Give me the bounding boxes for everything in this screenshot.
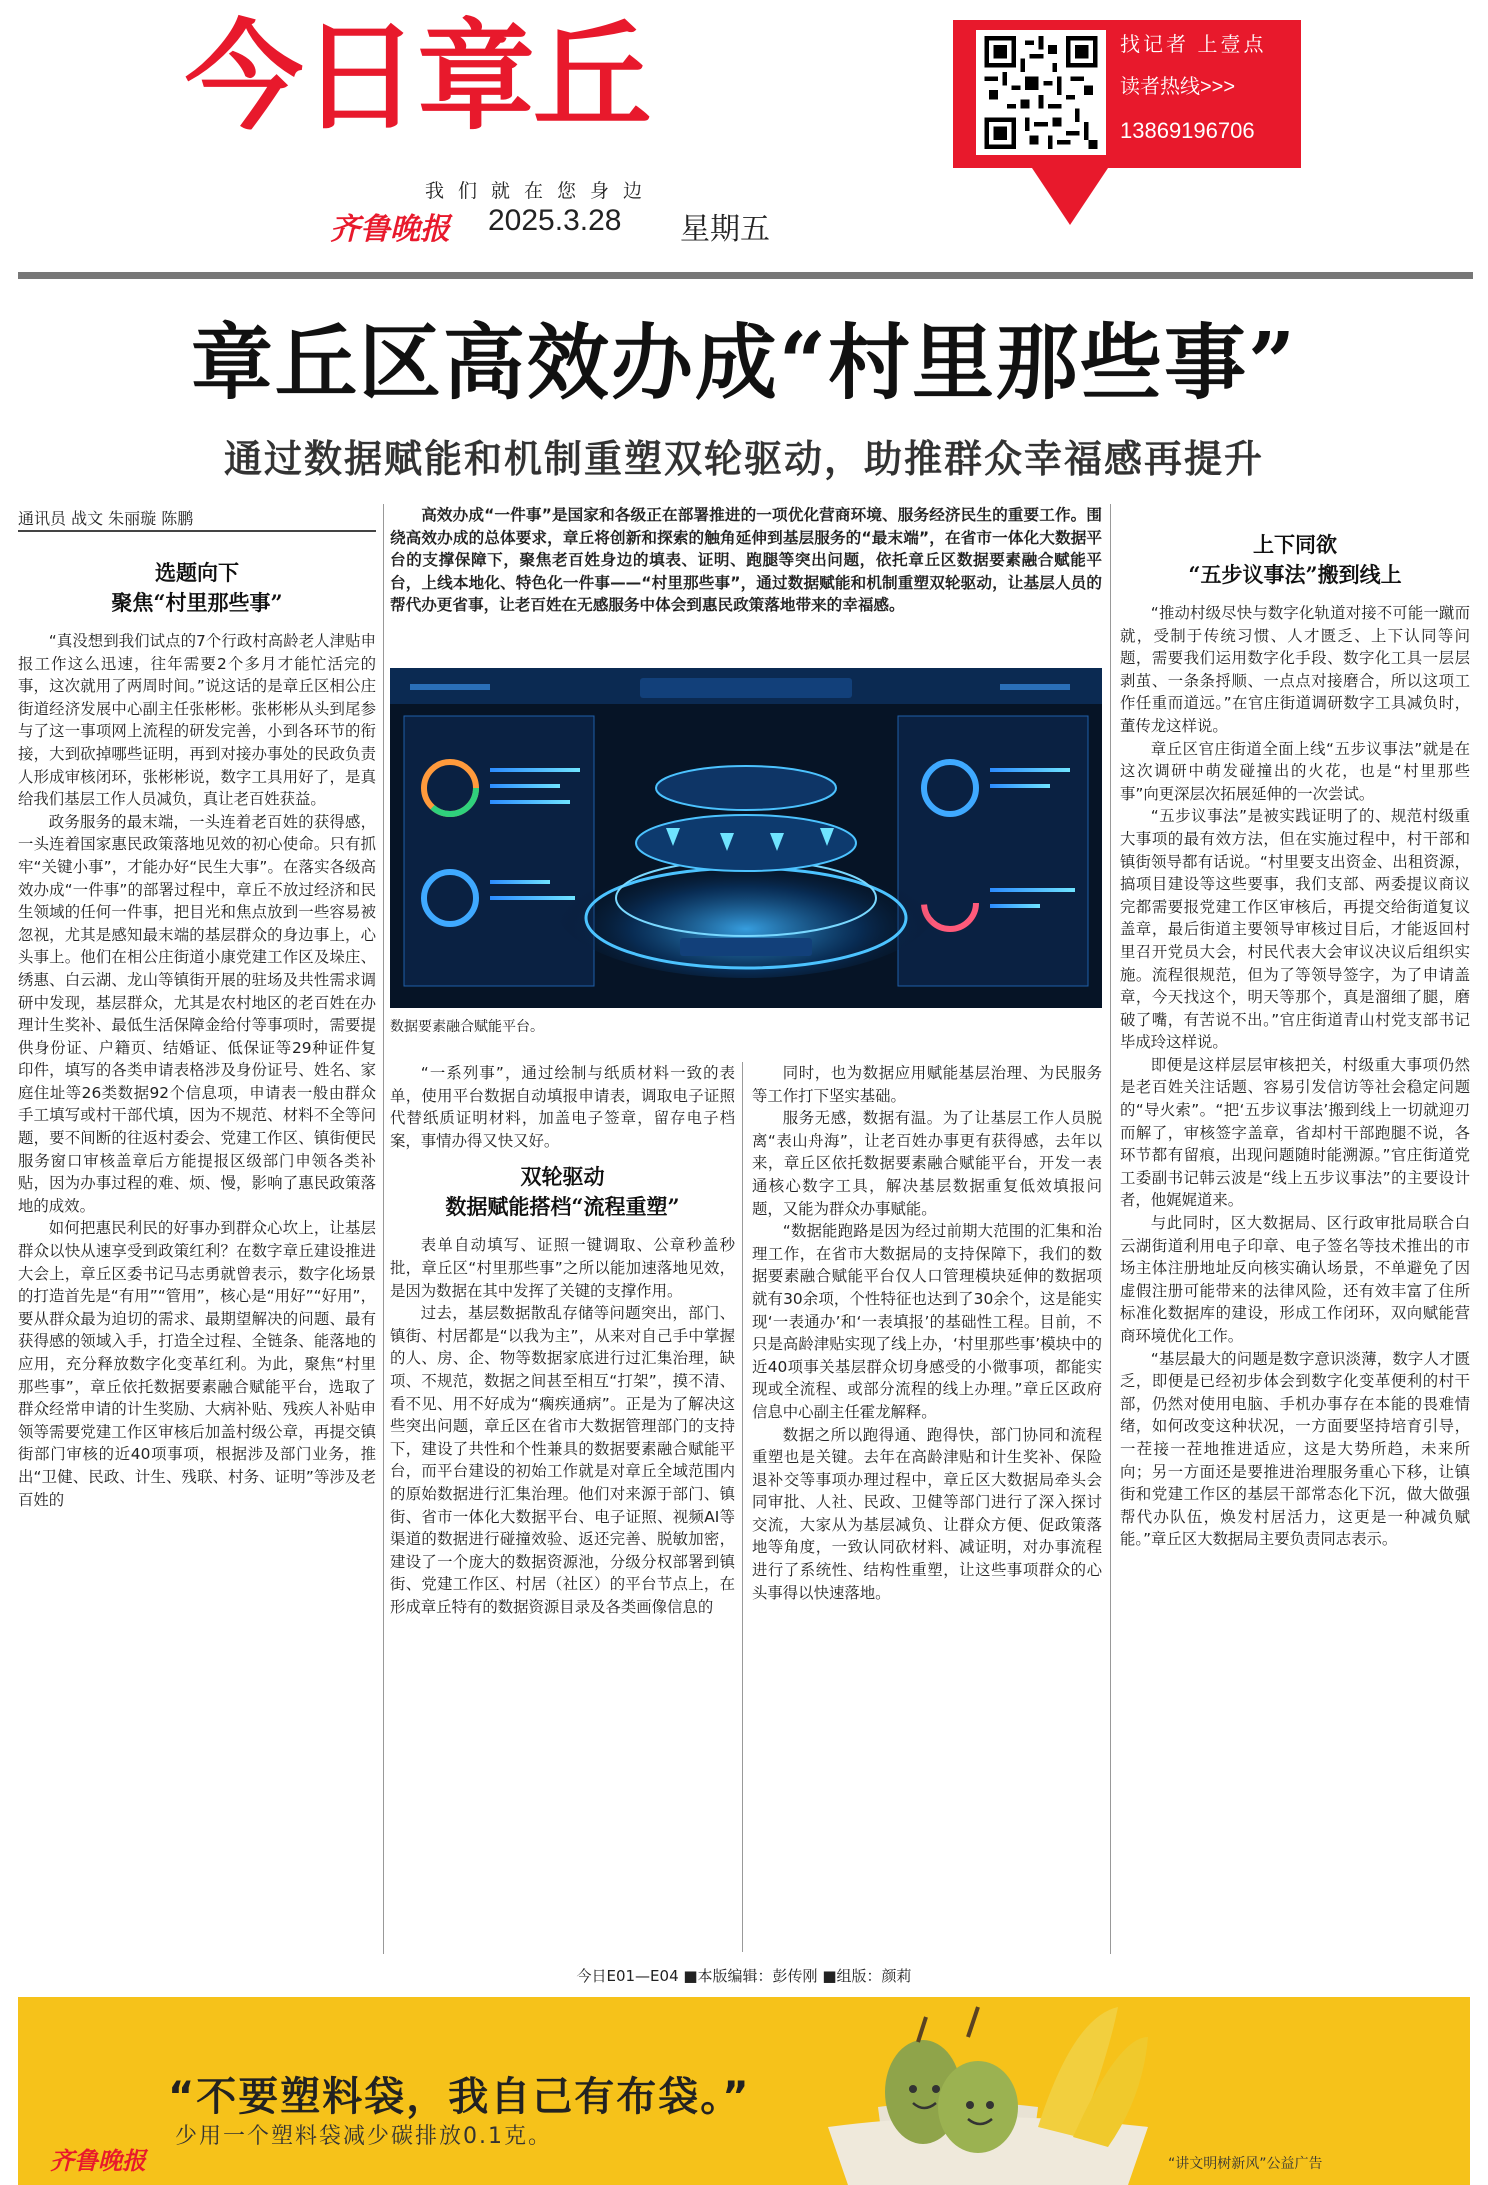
newspaper-logo: 今日章丘 xyxy=(185,8,650,146)
contact-box-tail xyxy=(1030,165,1110,225)
byline: 通讯员 战文 朱丽璇 陈鹏 xyxy=(18,509,194,528)
paragraph: “数据能跑路是因为经过前期大范围的汇集和治理工作，在省市大数据局的支持保障下，我们的数据要素融合赋能平台仅人口管理模块延伸的数据项就有30余项，个性特征也达到了30余个，这是能实现‘一表通办’和‘一表填报’的基础性工程。目前，不只是高龄津贴实现了线上办，‘村里那些事’模块中的近40项事关基层群众切身感受的小微事项，都能实现或全流程、或部分流程的线上办理。”章丘区政府信息中心副主任霍龙解释。 xyxy=(752,1222,1102,1421)
paragraph: “五步议事法”是被实践证明了的、规范村级重大事项的最有效方法，但在实施过程中，村干部和镇街领导都有话说。“村里要支出资金、出租资源，搞项目建设等这些要事，我们支部、两委提议商议完都需要报党建工作区审核后，再提交给街道复议盖章，最后街道主要领导审核过目后，才能返回村里召开党员大会，村民代表大会审议决议后组织实施。流程很规范，但为了等领导签字，为了申请盖章，今天找这个，明天等那个，真是溜细了腿，磨破了嘴，有苦说不出。”官庄街道青山村党支部书记毕成玲这样说。 xyxy=(1120,807,1470,1052)
paragraph: 过去，基层数据散乱存储等问题突出，部门、镇街、村居都是“以我为主”，从来对自己手中掌握的人、房、企、物等数据家底进行过汇集治理，缺项、不规范，数据之间甚至相互“打架”，摸不清、看不见、用不好成为“瘸疾通病”。正是为了解决这些突出问题，章丘区在省市大数据管理部门的支持下，建设了共性和个性兼具的数据要素融合赋能平台，而平台建设的初始工作就是对章丘全域范围内的原始数据进行汇集治理。他们对来源于部门、镇街、省市一体化大数据平台、电子证照、视频AI等渠道的数据进行碰撞效验、返还完善、脱敏加密，建设了一个庞大的数据资源池，分级分权部署到镇街、党建工作区、村居（社区）的平台节点上，在形成章丘特有的数据资源目录及各类画像信息的 xyxy=(390,1304,735,1616)
paragraph: 与此同时，区大数据局、区行政审批局联合白云湖街道利用电子印章、电子签名等技术推出的市场主体注册地址反向核实确认场景，不单避免了因虚假注册可能带来的法律风险，还有效丰富了住所标准化数据库的建设，形成工作闭环，双向赋能营商环境优化工作。 xyxy=(1120,1214,1470,1345)
ad-title: “不要塑料袋，我自己有布袋。” xyxy=(168,2074,751,2120)
section-title-3: 上下同欲 “五步议事法”搬到线上 xyxy=(1188,532,1402,587)
column-divider xyxy=(1110,504,1111,1954)
photo-caption: 数据要素融合赋能平台。 xyxy=(390,1019,544,1035)
publication-date: 2025.3.28 xyxy=(488,204,622,237)
ad-paper-logo: 齐鲁晚报 xyxy=(50,2146,146,2175)
ad-subtitle: 少用一个塑料袋减少碳排放0.1克。 xyxy=(175,2124,552,2149)
paragraph: 即便是这样层层审核把关，村级重大事项仍然是老百姓关注话题、容易引发信访等社会稳定问题的“导火索”。“把‘五步议事法’搬到线上一切就迎刃而解了，审核签字盖章，省却村干部跑腿不说，各环节都有留痕，出现问题随时能溯源。”官庄街道党工委副书记韩云波是“线上五步议事法”的主要设计者，他娓娓道来。 xyxy=(1120,1055,1470,1210)
paragraph: “推动村级尽快与数字化轨道对接不可能一蹴而就，受制于传统习惯、人才匮乏、上下认同等问题，需要我们运用数字化手段、数字化工具一层层剥茧、一条条捋顺、一点点对接磨合，所以这项工作任重而道远。”在官庄街道调研数字工具减负时，董传龙这样说。 xyxy=(1120,604,1470,735)
masthead-rule xyxy=(18,272,1473,279)
page-footer-info: 今日E01—E04 ■本版编辑：彭传刚 ■组版：颜莉 xyxy=(576,1967,912,1985)
paragraph: “一系列事”，通过绘制与纸质材料一致的表单，使用平台数据自动填报申请表，调取电子证照代替纸质证明材料，加盖电子签章，留存电子档案，事情办得又快又好。 xyxy=(390,1064,735,1150)
qr-code-icon[interactable] xyxy=(976,30,1106,155)
section-title-2: 双轮驱动 数据赋能搭档“流程重塑” xyxy=(445,1164,680,1220)
section-title-1: 选题向下 聚焦“村里那些事” xyxy=(111,560,283,615)
paragraph: 表单自动填写、证照一键调取、公章秒盖秒批，章丘区“村里那些事”之所以能加速落地见效，是因为数据在其中发挥了关键的支撑作用。 xyxy=(390,1236,735,1300)
article-column-2 xyxy=(390,1062,735,1952)
slogan: 我们就在您身边 xyxy=(425,181,657,202)
hotline-label: 读者热线>>> xyxy=(1120,76,1236,98)
subheadline: 通过数据赋能和机制重塑双轮驱动，助推群众幸福感再提升 xyxy=(223,437,1264,481)
paragraph: 如何把惠民利民的好事办到群众心坎上，让基层群众以快从速享受到政策红利？在数字章丘建设推进大会上，章丘区委书记马志勇就曾表示，数字化场景的打造首先是“有用”“管用”，核心是“用好”“好用”，要从群众最为迫切的需求、最期望解决的问题、最有获得感的领域入手，打造全过程、全链条、能落地的应用，充分释放数字化变革红利。为此，聚焦“村里那些事”，章丘依托数据要素融合赋能平台，选取了群众经常申请的计生奖励、大病补贴、残疾人补贴申领等需要党建工作区审核后加盖村级公章，再提交镇街部门审核的近40项事项，根据涉及部门业务，推出“卫健、民政、计生、残联、村务、证明”等涉及老百姓的 xyxy=(18,1219,376,1509)
paragraph: 服务无感，数据有温。为了让基层工作人员脱离“表山舟海”，让老百姓办事更有获得感，去年以来，章丘区依托数据要素融合赋能平台，开发一表通核心数字工具，解决基层数据重复低效填报问题，又能为群众办事赋能。 xyxy=(752,1109,1102,1218)
paragraph: 政务服务的最末端，一头连着老百姓的获得感，一头连着国家惠民政策落地见效的初心使命。只有抓牢“关键小事”，才能办好“民生大事”。在落实各级高效办成“一件事”的部署过程中，章丘不放过经济和民生领域的任何一件事，把目光和焦点放到一些容易被忽视，尤其是感知最末端的基层群众的身边事上，心头事上。他们在相公庄街道小康党建工作区及垛庄、绣惠、白云湖、龙山等镇街开展的驻场及共性需求调研中发现，基层群众，尤其是农村地区的老百姓在办理计生奖补、最低生活保障金给付等事项时，需要提供身份证、户籍页、结婚证、低保证等29种证件复印件，填写的各类申请表格涉及身份证号、姓名、家庭住址等26类数据92个信息项，申请表一般由群众手工填写或村干部代填，因为不规范、材料不全等问题，要不间断的往返村委会、党建工作区、镇街便民服务窗口审核盖章后方能提报区级部门申领各类补贴，因为办事过程的难、烦、慢，影响了惠民政策落地的成效。 xyxy=(18,812,376,1215)
public-service-ad xyxy=(18,1997,1470,2185)
column-divider xyxy=(383,504,384,1954)
column-divider xyxy=(742,1062,743,1952)
paragraph: 章丘区官庄街道全面上线“五步议事法”就是在这次调研中萌发碰撞出的火花，也是“村里那些事”向更深层次拓展延伸的一次尝试。 xyxy=(1120,739,1470,803)
lead-paragraph: 高效办成“一件事”是国家和各级正在部署推进的一项优化营商环境、服务经济民生的重要工作。围绕高效办成的总体要求，章丘将创新和探索的触角延伸到基层服务的“最末端”，在省市一体化大数据平台的支撑保障下，聚焦老百姓身边的填表、证明、跑腿等突出问题，依托章丘区数据要素融合赋能平台，上线本地化、特色化一件事——“村里那些事”，通过数据赋能和机制重塑双轮驱动，让基层人员的帮代办更省事，让老百姓在无感服务中体会到惠民政策落地带来的幸福感。 xyxy=(390,506,1102,615)
article-column-1 xyxy=(18,548,376,1953)
platform-screen-photo xyxy=(390,668,1102,1008)
headline: 章丘区高效办成“村里那些事” xyxy=(190,315,1298,411)
paper-name: 齐鲁晚报 xyxy=(330,212,450,247)
masthead xyxy=(0,0,1488,285)
paragraph: “真没想到我们试点的7个行政村高龄老人津贴申报工作这么迅速，往年需要2个多月才能忙活完的事，这次就用了两周时间。”说这话的是章丘区相公庄街道经济发展中心副主任张彬彬。张彬彬从头到尾参与了这一事项网上流程的研发完善，小到各环节的衔接，大到砍掉哪些证明，再到对接办事处的民政负责人形成审核闭环，张彬彬说，数字工具用好了，是真给我们基层工作人员减负，真让老百姓获益。 xyxy=(18,632,376,809)
paragraph: “基层最大的问题是数字意识淡薄，数字人才匮乏，即便是已经初步体会到数字化变革便利的村干部，仍然对使用电脑、手机办事存在本能的畏难情绪，如何改变这种状况，一方面要坚持培育引导，一茬接一茬地推进适应，这是大势所趋，未来所向；另一方面还是要推进治理服务重心下移，让镇街和党建工作区的基层干部常态化下沉，做大做强帮代办队伍，焕发村居活力，这更是一种减负赋能。”章丘区大数据局主要负责同志表示。 xyxy=(1120,1349,1470,1549)
publication-weekday: 星期五 xyxy=(680,213,770,246)
paragraph: 数据之所以跑得通、跑得快，部门协同和流程重塑也是关键。去年在高龄津贴和计生奖补、保险退补交等事项办理过程中，章丘区大数据局牵头会同审批、人社、民政、卫健等部门进行了深入探讨交流，大家从为基层减负、让群众方便、促政策落地等角度，一致认同砍材料、减证明，对办事流程进行了系统性、结构性重塑，让这些事项群众的心头事得以快速落地。 xyxy=(752,1425,1102,1602)
ad-tag: “讲文明树新风”公益广告 xyxy=(1168,2156,1323,2172)
paragraph: 同时，也为数据应用赋能基层治理、为民服务等工作打下坚实基础。 xyxy=(752,1064,1102,1105)
article-column-4 xyxy=(1120,520,1470,1953)
contact-line: 找记者 上壹点 xyxy=(1120,34,1267,56)
hotline-number: 13869196706 xyxy=(1120,118,1255,143)
article-column-3 xyxy=(752,1062,1102,1952)
byline-rule xyxy=(18,530,376,532)
